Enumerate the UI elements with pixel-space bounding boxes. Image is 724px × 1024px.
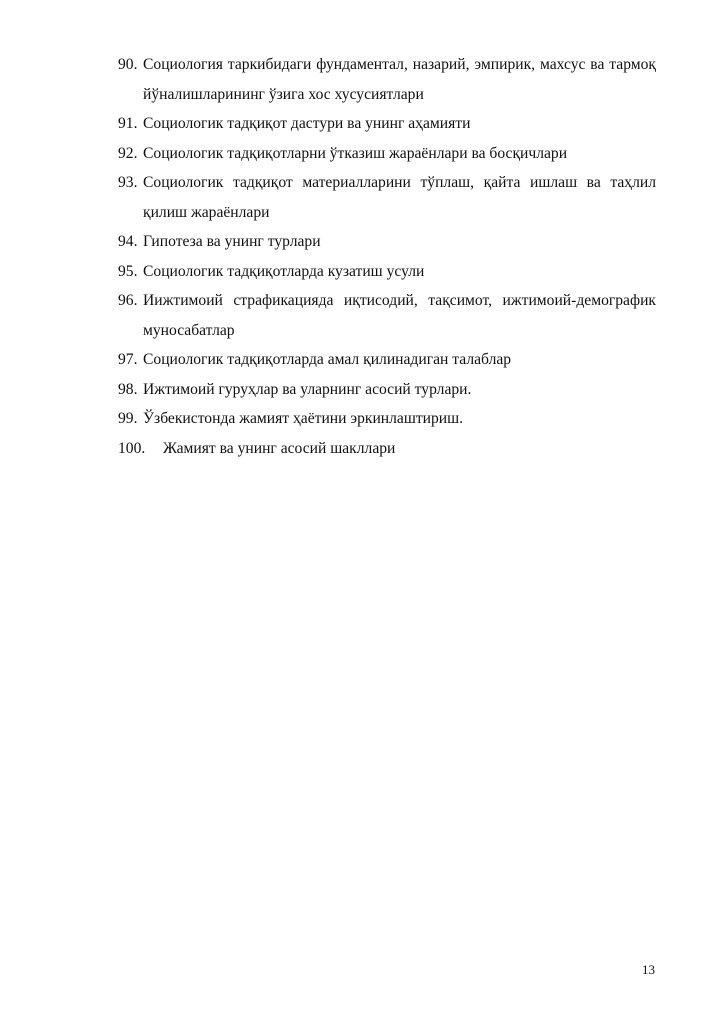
item-text: Ўзбекистонда жамият ҳаётини эркинлаштириш.	[143, 410, 464, 427]
question-list	[118, 50, 656, 463]
item-text: Жамият ва унинг асосий шакллари	[163, 439, 396, 457]
list-item	[118, 434, 656, 464]
item-number: 95.	[118, 262, 138, 280]
page-number: 13	[642, 962, 655, 977]
list-item	[118, 404, 656, 434]
item-number: 98.	[118, 380, 138, 398]
list-item	[118, 286, 656, 345]
item-number: 97.	[118, 351, 138, 368]
list-item	[118, 50, 656, 109]
item-text: Ижтимоий гуруҳлар ва уларнинг асосий турлари.	[143, 380, 472, 398]
item-text: Социологик тадқиқот материалларини тўплаш, қайта ишлаш ва таҳлил қилиш жараёнлари	[143, 174, 656, 221]
item-text: Социология таркибидаги фундаментал, назарий, эмпирик, махсус ва тармоқ йўналишларининг ўзига хос хусусиятлари	[143, 56, 656, 103]
list-item	[118, 168, 656, 227]
item-text: Социологик тадқиқот дастури ва унинг аҳамияти	[143, 115, 471, 132]
list-item	[118, 375, 656, 405]
list-item	[118, 109, 656, 139]
list-item	[118, 257, 656, 287]
item-number: 99.	[118, 410, 138, 427]
item-text: Социологик тадқиқотларни ўтказиш жараёнлари ва босқичлари	[143, 144, 568, 162]
list-item	[118, 227, 656, 257]
item-text: Иижтимоий страфикацияда иқтисодий, тақсимот, ижтимоий-демографик муносабатлар	[143, 292, 656, 339]
list-item	[118, 345, 656, 375]
item-number: 91.	[118, 115, 138, 132]
item-number: 92.	[118, 144, 138, 162]
item-text: Социологик тадқиқотларда амал қилинадиган талаблар	[143, 351, 512, 368]
item-number: 96.	[118, 292, 138, 309]
item-number: 94.	[118, 233, 138, 250]
item-number: 100.	[118, 439, 146, 457]
item-number: 93.	[118, 174, 138, 191]
item-text: Социологик тадқиқотларда кузатиш усули	[143, 262, 425, 280]
item-text: Гипотеза ва унинг турлари	[143, 233, 321, 250]
item-number: 90.	[118, 56, 138, 73]
list-item	[118, 139, 656, 169]
